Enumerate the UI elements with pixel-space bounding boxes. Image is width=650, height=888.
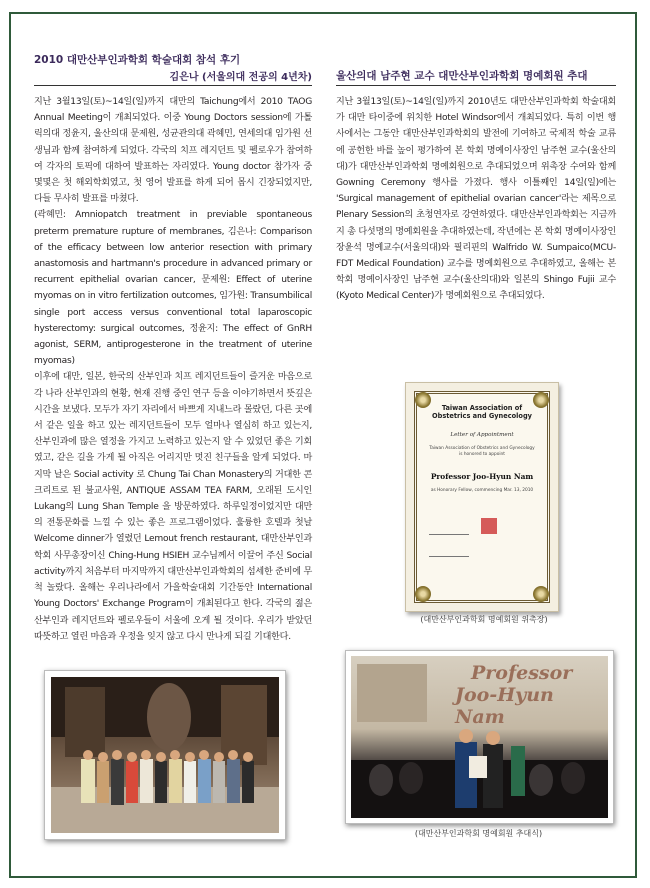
ceremony-photo-image [351, 656, 608, 818]
certificate-honored-line1: Taiwan Association of Obstetrics and Gynecology [429, 446, 535, 451]
signature-mark [429, 544, 469, 557]
group-photo [44, 670, 286, 840]
right-article-title: 울산의대 남주현 교수 대만산부인과학회 명예회원 추대 [336, 70, 588, 82]
group-photo-scene [51, 677, 279, 833]
left-paragraph-3: 이후에 대만, 일본, 한국의 산부인과 치프 레지던트들이 즐거운 마음으로 각 나라 산부인과의 현황, 현재 진행 중인 연구 등을 이야기하면서 뜻깊은 시간을 보냈다. 모두가 자기 자리에서 바쁘게 지내느라 몰랐던, 다른 곳에서 같은 일을 하고 있는 레지던트들이 모두 얼마나 열심히 하고 있는지, 산부인과에 많은 열정을 가지고 노력하고 있는지 알 수 있었던 좋은 기회였고, 같은 길을 가게 될 아직은 어리지만 멋진 친구들을 알게 되었다. 마지막 날은 Social activity 로 Chung Tai Chan Monastery의 거대한 콘크리트로 된 불교사원, ANTIQUE ASSAM TEA FARM, 오래된 도시인 Lukang의 Lung Shan Temple 을 방문하였다. 하루일정이었지만 대만의 전통문화를 느낄 수 있는 좋은 프로그램이었다. 훌륭한 호텔과 첫날 Welcome dinner가 열렸던 Lemout french restaurant, 대만산부인과학회 사무총장이신 Ching-Hung HSIEH 교수님께서 이끌어 주신 Social activity까지 처음부터 마지막까지 대만산부인과학회의 섬세한 준비에 무척 놀랐다. 올해는 우리나라에서 가을학술대회 기간동안 International Young Doctors' Exchange Program이 개최된다고 한다. 각국의 젊은 산부인과 레지던트와 펠로우들이 서울에 오게 될 것이다. 우리가 받았던 따뜻하고 열린 마음과 우정을 잊지 않고 다시 만나게 되길 기대한다. [34, 372, 312, 642]
certificate-caption: (대만산부인과학회 명예회원 위촉장) [420, 615, 548, 624]
left-paragraph-2: (곽혜민: Amniopatch treatment in previable spontaneous preterm premature rupture of membranes, 김은나: Comparison of the efficacy between low anterior resection with primary anastomosis and hartmann's procedure in advanced primary or recurrent epithelial ovarian cancer, 문제원: Effect of uterine myomas on in vitro fertilization outcomes, 임가원: Transumbilical single port access versus conventional total laparoscopic hysterectomy: surgical outcomes, 정윤지: The effect of GnRH agonist, SERM, antiprogesterone in the treatment of uterine myomas) [34, 210, 312, 367]
right-article-body [336, 94, 616, 305]
ceremony-photo [345, 650, 614, 824]
left-article-author: 김은나 (서울의대 전공의 4년차) [169, 72, 312, 83]
certificate-org-line1: Taiwan Association of [441, 404, 523, 412]
stage-screen-text-2: Joo-Hyun Nam [455, 684, 554, 728]
left-article-title: 2010 대만산부인과학회 학술대회 참석 후기 [34, 54, 241, 66]
stage-screen-text-1: Professor [471, 662, 573, 684]
left-title-rule [34, 85, 312, 86]
ceremony-photo-caption: (대만산부인과학회 명예회원 추대식) [414, 829, 543, 838]
right-title-rule [336, 85, 616, 86]
certificate-org [417, 404, 547, 420]
certificate-image [405, 382, 559, 612]
signature-mark [429, 522, 469, 535]
ceremony-scene [351, 656, 608, 818]
certificate-fellow-line: as Honorary Fellow, commencing Mar. 13, 2010 [430, 488, 534, 493]
red-stamp-icon [481, 518, 497, 534]
left-article-body [34, 94, 312, 645]
right-paragraph-1: 지난 3월13일(토)~14일(일)까지 2010년도 대만산부인과학회 학술대회가 대만 타이중에 위치한 Hotel Windsor에서 개최되었다. 특히 이번 행사에서는 그동안 대만산부인과학회의 발전에 기여하고 국제적 학술 교류에 공헌한 바를 높이 평가하여 본 학회 명예이사장인 남주현 교수(울산의대)가 대만산부인과학회 명예회원으로 추대되었으며 위촉장 수여와 함께 Gowning Ceremony 행사를 가졌다. 행사 이틀째인 14일(일)에는 'Surgical management of epithelial ovarian cancer'라는 제목으로 Plenary Session의 초청연자로 강연하였다. 대만산부인과학회는 지금까지 총 다섯명의 명예회원을 추대하였는데, 작년에는 본 학회 명예이사장인 장윤석 명예교수(서울의대)와 필리핀의 Walfrido W. Sumpaico(MCU-FDT Medical Foundation) 교수를 명예회원으로 추대하였고, 올해는 본 학회 명예이사장인 남주현 교수(울산의대)와 일본의 Shingo Fujii 교수(Kyoto Medical Center)가 명예회원으로 추대되었다. [336, 97, 616, 302]
group-photo-image [51, 677, 279, 833]
certificate-org-line2: Obstetrics and Gynecology [432, 412, 532, 420]
certificate-recipient: Professor Joo-Hyun Nam [430, 472, 534, 481]
certificate-frame [414, 391, 550, 603]
corner-seal-icon [415, 586, 431, 602]
certificate-heading: Letter of Appointment [450, 432, 514, 438]
certificate-honored-line2: is honored to appoint [459, 452, 505, 457]
corner-seal-icon [533, 586, 549, 602]
left-paragraph-1: 지난 3월13일(토)~14일(일)까지 대만의 Taichung에서 2010 TAOG Annual Meeting이 개최되었다. 이중 Young Doctors session에 가톨릭의대 정윤지, 울산의대 문제원, 성균관의대 곽혜민, 연세의대 임가원 선생님과 함께 참여하게 되었다. 각국의 치프 레지던트 및 펠로우가 참여하여 각자의 토픽에 대하여 발표하는 자리였다. Young doctor 참가자 중 몇몇은 첫 해외학회였고, 첫 영어 발표를 하게 되어 몹시 긴장되었지만, 다들 무사히 발표를 마쳤다. [34, 97, 312, 205]
